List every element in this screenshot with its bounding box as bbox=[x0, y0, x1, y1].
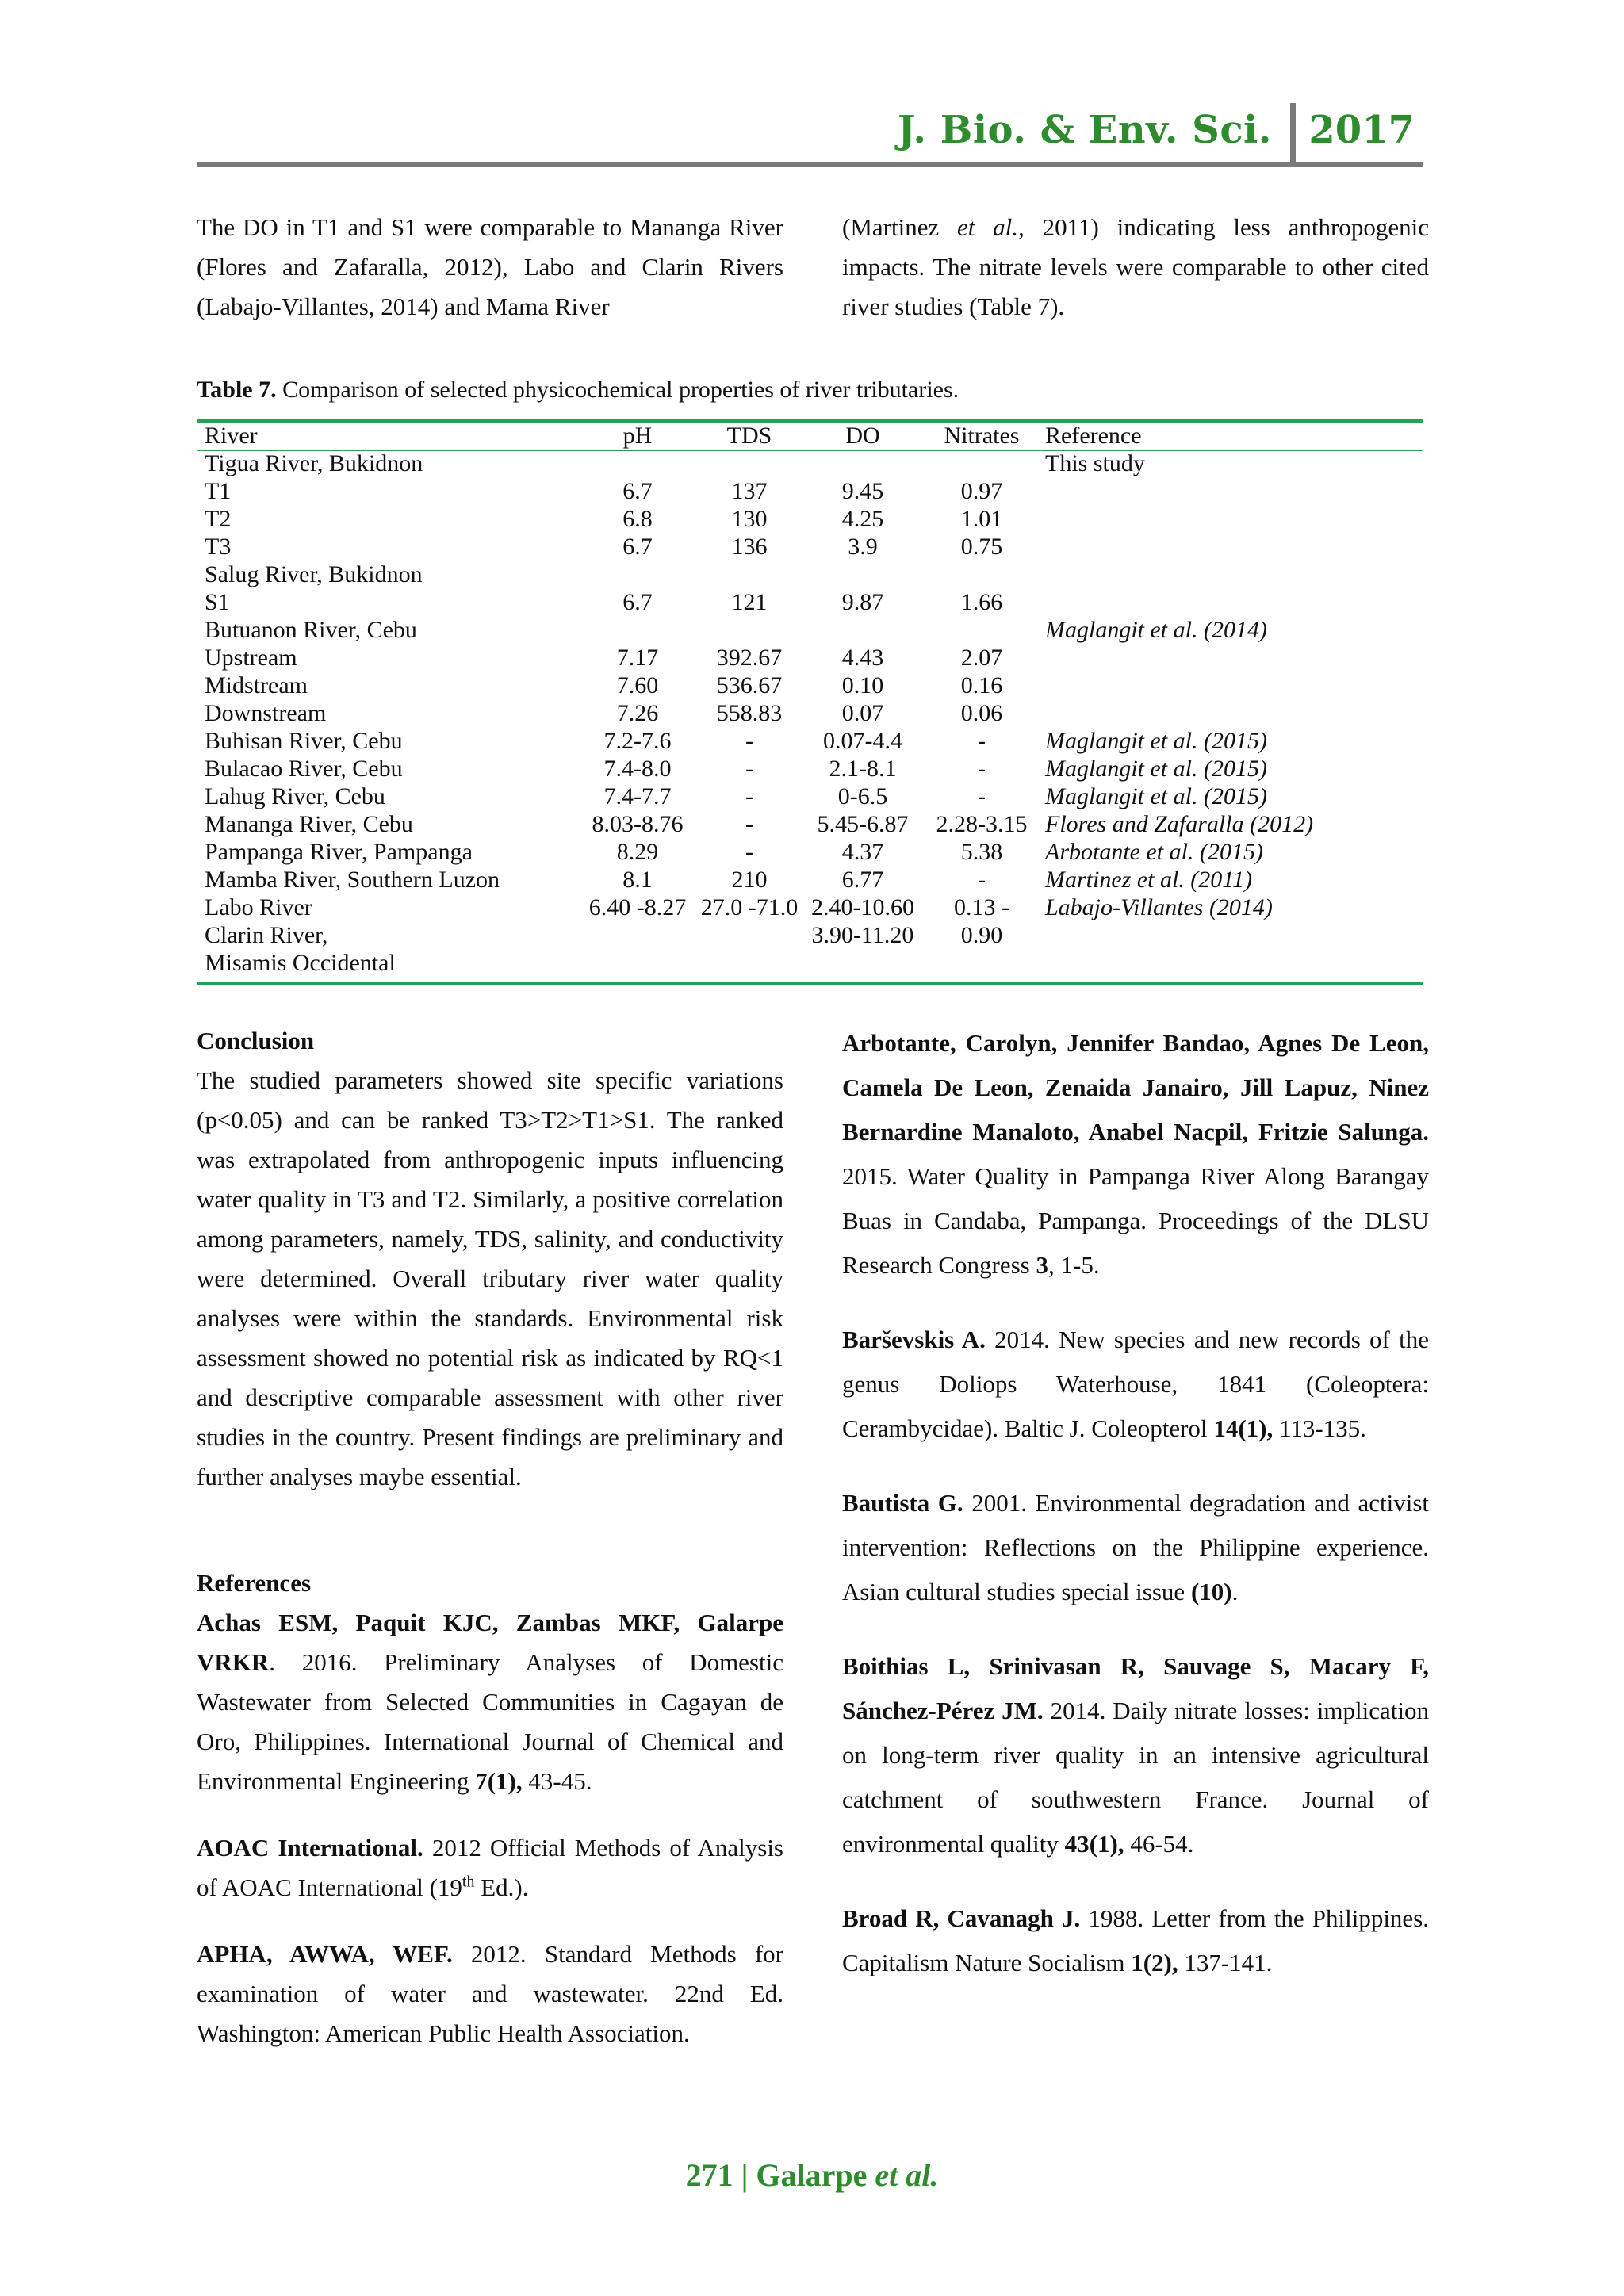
cell-river: T1 bbox=[205, 478, 232, 504]
comparison-table bbox=[205, 421, 1426, 977]
reference-body: 2001. Environmental degradation and activist intervention: Reflections on the Philippine experience. Asian cultural studies special issue bbox=[842, 1489, 1429, 1605]
col-header-ph: pH bbox=[622, 422, 653, 449]
cell-nitrates bbox=[923, 616, 1040, 644]
cell-river: Bulacao River, Cebu bbox=[205, 756, 403, 782]
page-footer bbox=[0, 2156, 1624, 2194]
cell-river: Misamis Occidental bbox=[205, 950, 396, 976]
intro-right-etal: et al., bbox=[957, 213, 1025, 241]
cell-reference: This study bbox=[1045, 450, 1145, 476]
cell-reference: Arbotante et al. (2015) bbox=[1045, 839, 1263, 865]
col-header-tds: TDS bbox=[726, 422, 772, 449]
cell-do bbox=[802, 949, 923, 977]
cell-tds bbox=[696, 450, 802, 477]
table-row bbox=[205, 755, 1426, 783]
cell-ph: 6.7 bbox=[622, 589, 653, 615]
reference-authors: Achas ESM, Paquit KJC, Zambas MKF, Galarpe VRKR bbox=[197, 1609, 783, 1676]
cell-river: Salug River, Bukidnon bbox=[205, 561, 423, 587]
reference-authors: Barševskis A. bbox=[842, 1326, 986, 1353]
cell-river: Mananga River, Cebu bbox=[205, 811, 413, 837]
cell-nitrates: 0.13 - bbox=[954, 894, 1009, 920]
cell-do bbox=[802, 561, 923, 588]
cell-reference bbox=[1040, 477, 1426, 505]
reference-pages: 137-141. bbox=[1178, 1949, 1273, 1976]
reference-entry bbox=[197, 1828, 783, 1908]
cell-do: 2.1-8.1 bbox=[829, 756, 897, 782]
reference-pages: 43-45. bbox=[522, 1767, 592, 1795]
col-header-river: River bbox=[205, 422, 258, 449]
reference-volume: 3 bbox=[1036, 1251, 1048, 1279]
cell-do: 6.77 bbox=[841, 867, 884, 893]
reference-entry bbox=[842, 1481, 1429, 1614]
cell-do: 2.40-10.60 bbox=[811, 894, 914, 920]
cell-river: Lahug River, Cebu bbox=[205, 783, 385, 809]
cell-reference bbox=[1040, 699, 1426, 727]
cell-reference bbox=[1040, 561, 1426, 588]
cell-ph bbox=[579, 921, 696, 949]
cell-nitrates: 2.07 bbox=[960, 645, 1003, 671]
cell-nitrates: - bbox=[978, 756, 986, 782]
cell-reference bbox=[1040, 505, 1426, 533]
table-row bbox=[205, 866, 1426, 894]
table-row bbox=[205, 588, 1426, 616]
cell-ph bbox=[579, 450, 696, 477]
table-caption-label: Table 7. bbox=[197, 377, 277, 403]
table-body bbox=[205, 450, 1426, 977]
reference-entry bbox=[842, 1318, 1429, 1451]
cell-do: 0-6.5 bbox=[837, 783, 888, 809]
cell-tds bbox=[696, 561, 802, 588]
cell-nitrates bbox=[923, 949, 1040, 977]
references-left-column bbox=[197, 1563, 783, 2080]
cell-nitrates: 0.75 bbox=[960, 534, 1003, 560]
cell-river: T2 bbox=[205, 506, 232, 532]
cell-do: 4.25 bbox=[841, 506, 884, 532]
reference-volume: 43(1), bbox=[1064, 1830, 1124, 1858]
table-row bbox=[205, 921, 1426, 949]
cell-ph bbox=[579, 949, 696, 977]
table-row bbox=[205, 644, 1426, 672]
table-row bbox=[205, 533, 1426, 561]
reference-entry bbox=[842, 1021, 1429, 1288]
cell-reference bbox=[1040, 921, 1426, 949]
cell-river: T3 bbox=[205, 534, 232, 560]
reference-pages: , 1-5. bbox=[1048, 1251, 1100, 1279]
cell-do: 9.45 bbox=[841, 478, 884, 504]
header-separator bbox=[1290, 103, 1296, 165]
cell-do: 9.87 bbox=[841, 589, 884, 615]
cell-tds: 392.67 bbox=[716, 645, 783, 671]
cell-river: Downstream bbox=[205, 700, 327, 726]
footer-etal: et al. bbox=[875, 2157, 939, 2193]
cell-river: Buhisan River, Cebu bbox=[205, 728, 403, 754]
cell-do: 3.90-11.20 bbox=[811, 922, 914, 948]
intro-right-text-b: 2011) indicating less anthropogenic impacts. The nitrate levels were comparable to other cited river studies (Table 7). bbox=[842, 213, 1429, 320]
cell-do: 3.9 bbox=[848, 534, 878, 560]
footer-separator: | bbox=[733, 2157, 756, 2193]
reference-entry bbox=[842, 1896, 1429, 1985]
cell-river: S1 bbox=[205, 589, 230, 615]
cell-ph: 7.4-7.7 bbox=[603, 783, 672, 809]
header-rule bbox=[197, 162, 1423, 167]
reference-volume: 14(1), bbox=[1213, 1414, 1274, 1442]
cell-tds: 210 bbox=[731, 867, 768, 893]
cell-river: Clarin River, bbox=[205, 922, 328, 948]
table-row bbox=[205, 949, 1426, 977]
cell-nitrates: 1.01 bbox=[960, 506, 1003, 532]
reference-body: 2012. Standard Methods for examination of water and wastewater. 22nd Ed. Washington: American Public Health Association. bbox=[197, 1940, 783, 2047]
table-row bbox=[205, 699, 1426, 727]
cell-tds: - bbox=[745, 756, 753, 782]
cell-tds: 121 bbox=[731, 589, 768, 615]
cell-reference: Maglangit et al. (2015) bbox=[1045, 756, 1267, 782]
reference-volume: 1(2), bbox=[1131, 1949, 1178, 1976]
reference-volume: (10) bbox=[1190, 1578, 1232, 1605]
cell-nitrates: 0.90 bbox=[960, 922, 1003, 948]
table-row bbox=[205, 616, 1426, 644]
cell-nitrates: 0.16 bbox=[960, 672, 1003, 698]
cell-do: 4.37 bbox=[841, 839, 884, 865]
cell-nitrates: 0.97 bbox=[960, 478, 1003, 504]
table-row bbox=[205, 810, 1426, 838]
reference-authors: Bautista G. bbox=[842, 1489, 963, 1517]
reference-body: 2012 Official Methods of Analysis of AOAC International (19 bbox=[197, 1834, 783, 1901]
reference-entry bbox=[197, 1934, 783, 2053]
cell-tds: - bbox=[745, 839, 753, 865]
table-row bbox=[205, 561, 1426, 588]
reference-authors: AOAC International. bbox=[197, 1834, 423, 1862]
intro-right-column bbox=[842, 208, 1429, 327]
cell-tds: - bbox=[745, 811, 753, 837]
cell-tds bbox=[696, 949, 802, 977]
cell-nitrates bbox=[923, 561, 1040, 588]
cell-river: Butuanon River, Cebu bbox=[205, 617, 417, 643]
cell-ph: 8.03-8.76 bbox=[592, 811, 684, 837]
cell-tds bbox=[696, 616, 802, 644]
cell-reference: Labajo-Villantes (2014) bbox=[1045, 894, 1273, 920]
footer-author: Galarpe bbox=[756, 2157, 875, 2193]
cell-reference: Maglangit et al. (2014) bbox=[1045, 617, 1267, 643]
references-right-column bbox=[842, 1021, 1429, 2015]
table-row bbox=[205, 450, 1426, 477]
cell-ph bbox=[579, 561, 696, 588]
cell-tds: 558.83 bbox=[716, 700, 783, 726]
conclusion-section bbox=[197, 1021, 783, 1497]
reference-authors: Arbotante, Carolyn, Jennifer Bandao, Agnes De Leon, Camela De Leon, Zenaida Janairo, Jill Lapuz, Ninez Bernardine Manaloto, Anabel Nacpil, Fritzie Salunga. bbox=[842, 1029, 1429, 1146]
reference-entry bbox=[842, 1644, 1429, 1866]
cell-reference bbox=[1040, 949, 1426, 977]
table-header-row bbox=[205, 421, 1426, 450]
reference-superscript: th bbox=[462, 1873, 475, 1891]
page-number: 271 bbox=[685, 2157, 733, 2193]
cell-tds: 536.67 bbox=[716, 672, 783, 698]
table-row bbox=[205, 672, 1426, 699]
cell-ph: 8.29 bbox=[616, 839, 659, 865]
cell-do bbox=[802, 616, 923, 644]
cell-river: Upstream bbox=[205, 645, 297, 671]
cell-nitrates: 5.38 bbox=[960, 839, 1003, 865]
cell-do: 5.45-6.87 bbox=[817, 811, 909, 837]
reference-pages: 113-135. bbox=[1273, 1414, 1366, 1442]
cell-nitrates bbox=[923, 450, 1040, 477]
references-title: References bbox=[197, 1569, 312, 1597]
intro-left-column bbox=[197, 208, 783, 327]
col-header-nitrates: Nitrates bbox=[944, 422, 1020, 449]
cell-do: 0.07 bbox=[841, 700, 884, 726]
reference-pages: . bbox=[1231, 1578, 1239, 1605]
cell-ph: 7.2-7.6 bbox=[603, 728, 672, 754]
cell-nitrates: 2.28-3.15 bbox=[936, 811, 1028, 837]
cell-tds: 27.0 -71.0 bbox=[700, 894, 799, 920]
cell-tds: 130 bbox=[731, 506, 768, 532]
cell-river: Labo River bbox=[205, 894, 312, 920]
reference-authors: Boithias L, Srinivasan R, Sauvage S, Macary F, Sánchez-Pérez JM. bbox=[842, 1652, 1429, 1724]
table-row bbox=[205, 727, 1426, 755]
table-row bbox=[205, 894, 1426, 921]
cell-river: Pampanga River, Pampanga bbox=[205, 839, 473, 865]
reference-body: 2015. Water Quality in Pampanga River Along Barangay Buas in Candaba, Pampanga. Proceedings of the DLSU Research Congress bbox=[842, 1162, 1429, 1279]
cell-reference: Flores and Zafaralla (2012) bbox=[1045, 811, 1314, 837]
cell-reference: Maglangit et al. (2015) bbox=[1045, 783, 1267, 809]
reference-authors: Broad R, Cavanagh J. bbox=[842, 1904, 1081, 1932]
intro-right-paragraph bbox=[842, 208, 1429, 327]
cell-reference bbox=[1040, 588, 1426, 616]
cell-nitrates: - bbox=[978, 728, 986, 754]
col-header-do: DO bbox=[845, 422, 880, 449]
reference-body: 2014. Daily nitrate losses: implication on long-term river quality in an intensive agricultural catchment of southwestern France. Journal of environmental quality bbox=[842, 1697, 1429, 1858]
cell-reference: Maglangit et al. (2015) bbox=[1045, 728, 1267, 754]
cell-reference bbox=[1040, 644, 1426, 672]
cell-ph: 7.60 bbox=[616, 672, 659, 698]
cell-do: 0.07-4.4 bbox=[823, 728, 902, 754]
intro-right-text-a: (Martinez bbox=[842, 213, 958, 241]
reference-volume: 7(1), bbox=[475, 1767, 523, 1795]
conclusion-title: Conclusion bbox=[197, 1027, 315, 1054]
cell-tds: - bbox=[745, 728, 753, 754]
table-row bbox=[205, 477, 1426, 505]
cell-ph bbox=[579, 616, 696, 644]
cell-nitrates: 1.66 bbox=[960, 589, 1003, 615]
table-caption-text: Comparison of selected physicochemical properties of river tributaries. bbox=[276, 377, 959, 403]
cell-tds: 137 bbox=[731, 478, 768, 504]
cell-reference bbox=[1040, 672, 1426, 699]
table-bottom-rule bbox=[197, 982, 1423, 985]
cell-nitrates: - bbox=[978, 783, 986, 809]
conclusion-text: The studied parameters showed site specific variations (p<0.05) and can be ranked T3>T2>T1>S1. The ranked was extrapolated from anthropogenic inputs influencing water quality in T3 and T2. Similarly, a positive correlation among parameters, namely, TDS, salinity, and conductivity were determined. Overall tributary river water quality analyses were within the standards. Environmental risk assessment showed no potential risk as indicated by RQ<1 and descriptive comparable assessment with other river studies in the country. Present findings are preliminary and further analyses maybe essential. bbox=[197, 1066, 783, 1490]
reference-body: . 2016. Preliminary Analyses of Domestic Wastewater from Selected Communities in Cagayan de Oro, Philippines. International Journal of Chemical and Environmental Engineering bbox=[197, 1648, 783, 1795]
table-row bbox=[205, 838, 1426, 866]
reference-body: 1988. Letter from the Philippines. Capitalism Nature Socialism bbox=[842, 1904, 1430, 1976]
journal-name: J. Bio. & Env. Sci. bbox=[897, 108, 1272, 152]
cell-tds: - bbox=[745, 783, 753, 809]
cell-reference: Martinez et al. (2011) bbox=[1045, 867, 1253, 893]
cell-nitrates: 0.06 bbox=[960, 700, 1003, 726]
cell-tds: 136 bbox=[731, 534, 768, 560]
cell-ph: 6.8 bbox=[622, 506, 653, 532]
cell-river: Midstream bbox=[205, 672, 308, 698]
cell-ph: 6.7 bbox=[622, 478, 653, 504]
running-header bbox=[197, 103, 1423, 166]
col-header-reference: Reference bbox=[1045, 422, 1142, 449]
reference-entry bbox=[197, 1603, 783, 1801]
cell-do bbox=[802, 450, 923, 477]
cell-ph: 7.17 bbox=[616, 645, 659, 671]
cell-ph: 6.7 bbox=[622, 534, 653, 560]
cell-ph: 6.40 -8.27 bbox=[588, 894, 687, 920]
cell-tds bbox=[696, 921, 802, 949]
reference-body: 2014. New species and new records of the genus Doliops Waterhouse, 1841 (Coleoptera: Cerambycidae). Baltic J. Coleopterol bbox=[842, 1326, 1429, 1442]
reference-pages: 46-54. bbox=[1124, 1830, 1194, 1858]
cell-ph: 7.26 bbox=[616, 700, 659, 726]
table-row bbox=[205, 783, 1426, 810]
table-row bbox=[205, 505, 1426, 533]
journal-year: 2017 bbox=[1308, 108, 1415, 152]
cell-nitrates: - bbox=[978, 867, 986, 893]
cell-river: Tigua River, Bukidnon bbox=[205, 450, 423, 476]
intro-left-paragraph: The DO in T1 and S1 were comparable to Mananga River (Flores and Zafaralla, 2012), Labo and Clarin Rivers (Labajo-Villantes, 2014) and Mama River bbox=[197, 213, 783, 320]
cell-river: Mamba River, Southern Luzon bbox=[205, 867, 500, 893]
reference-pages: Ed.). bbox=[474, 1873, 529, 1901]
table-caption bbox=[197, 373, 959, 408]
cell-ph: 8.1 bbox=[622, 867, 653, 893]
cell-do: 4.43 bbox=[841, 645, 884, 671]
cell-reference bbox=[1040, 533, 1426, 561]
reference-authors: APHA, AWWA, WEF. bbox=[197, 1940, 453, 1968]
cell-ph: 7.4-8.0 bbox=[603, 756, 672, 782]
cell-do: 0.10 bbox=[841, 672, 884, 698]
